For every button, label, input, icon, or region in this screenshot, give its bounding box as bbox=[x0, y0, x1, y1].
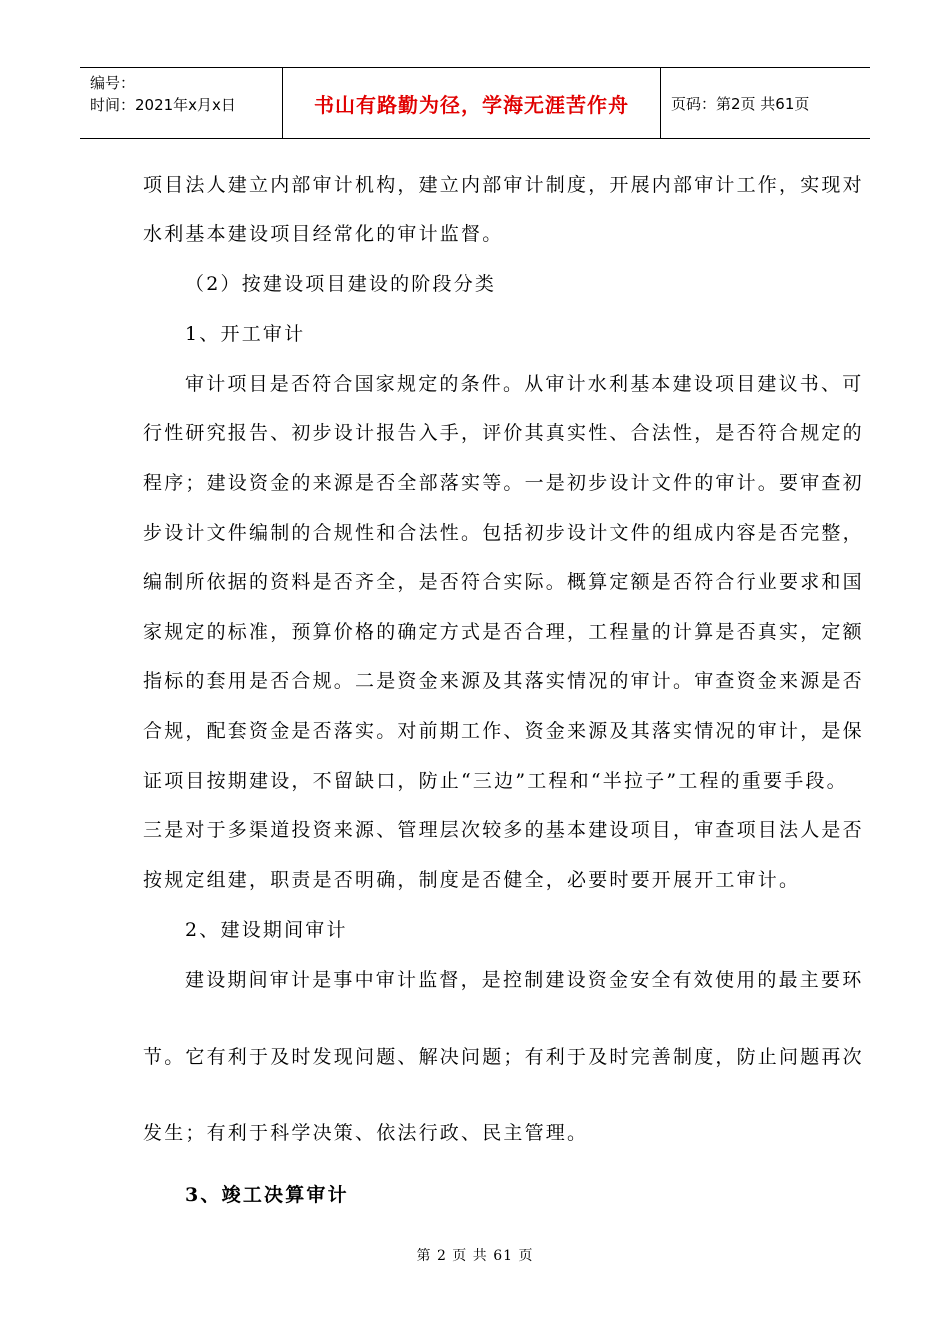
header-meta-cell bbox=[80, 68, 283, 138]
body-line: 指标的套用是否合规。二是资金来源及其落实情况的审计。审查资金来源是否 bbox=[143, 670, 864, 692]
document-number-label: 编号： bbox=[90, 74, 136, 92]
body-line: 程序；建设资金的来源是否全部落实等。一是初步设计文件的审计。要审查初 bbox=[143, 472, 864, 494]
subsection-heading: 1、开工审计 bbox=[185, 323, 306, 345]
body-line: 行性研究报告、初步设计报告入手，评价其真实性、合法性，是否符合规定的 bbox=[143, 422, 864, 444]
body-line: 家规定的标准，预算价格的确定方式是否合理，工程量的计算是否真实，定额 bbox=[143, 621, 864, 643]
body-line: 发生；有利于科学决策、依法行政、民主管理。 bbox=[143, 1122, 589, 1144]
body-line: 建设期间审计是事中审计监督，是控制建设资金安全有效使用的最主要环 bbox=[185, 969, 864, 991]
body-line: 三是对于多渠道投资来源、管理层次较多的基本建设项目，审查项目法人是否 bbox=[143, 819, 864, 841]
section-heading: （2）按建设项目建设的阶段分类 bbox=[185, 273, 497, 295]
page-footer: 第 2 页 共 61 页 bbox=[416, 1248, 534, 1264]
header-page-info: 页码：第2页 共61页 bbox=[671, 94, 810, 113]
document-time-label: 时间：2021年x月x日 bbox=[90, 96, 236, 114]
body-line: 水利基本建设项目经常化的审计监督。 bbox=[143, 223, 504, 245]
body-line: 项目法人建立内部审计机构，建立内部审计制度，开展内部审计工作，实现对 bbox=[143, 174, 864, 196]
document-header bbox=[80, 67, 870, 139]
body-line: 合规，配套资金是否落实。对前期工作、资金来源及其落实情况的审计，是保 bbox=[143, 720, 864, 742]
body-line: 节。它有利于及时发现问题、解决问题；有利于及时完善制度，防止问题再次 bbox=[143, 1046, 864, 1068]
subsection-heading: 2、建设期间审计 bbox=[185, 919, 348, 941]
body-line: 审计项目是否符合国家规定的条件。从审计水利基本建设项目建议书、可 bbox=[185, 373, 864, 395]
body-line: 按规定组建，职责是否明确，制度是否健全，必要时要开展开工审计。 bbox=[143, 869, 801, 891]
body-line: 编制所依据的资料是否齐全，是否符合实际。概算定额是否符合行业要求和国 bbox=[143, 571, 864, 593]
subsection-heading: 3、竣工决算审计 bbox=[185, 1184, 349, 1206]
body-line: 步设计文件编制的合规性和合法性。包括初步设计文件的组成内容是否完整， bbox=[143, 522, 864, 544]
header-motto: 书山有路勤为径，学海无涯苦作舟 bbox=[283, 68, 661, 138]
body-line: 证项目按期建设，不留缺口，防止“三边”工程和“半拉子”工程的重要手段。 bbox=[143, 770, 848, 792]
